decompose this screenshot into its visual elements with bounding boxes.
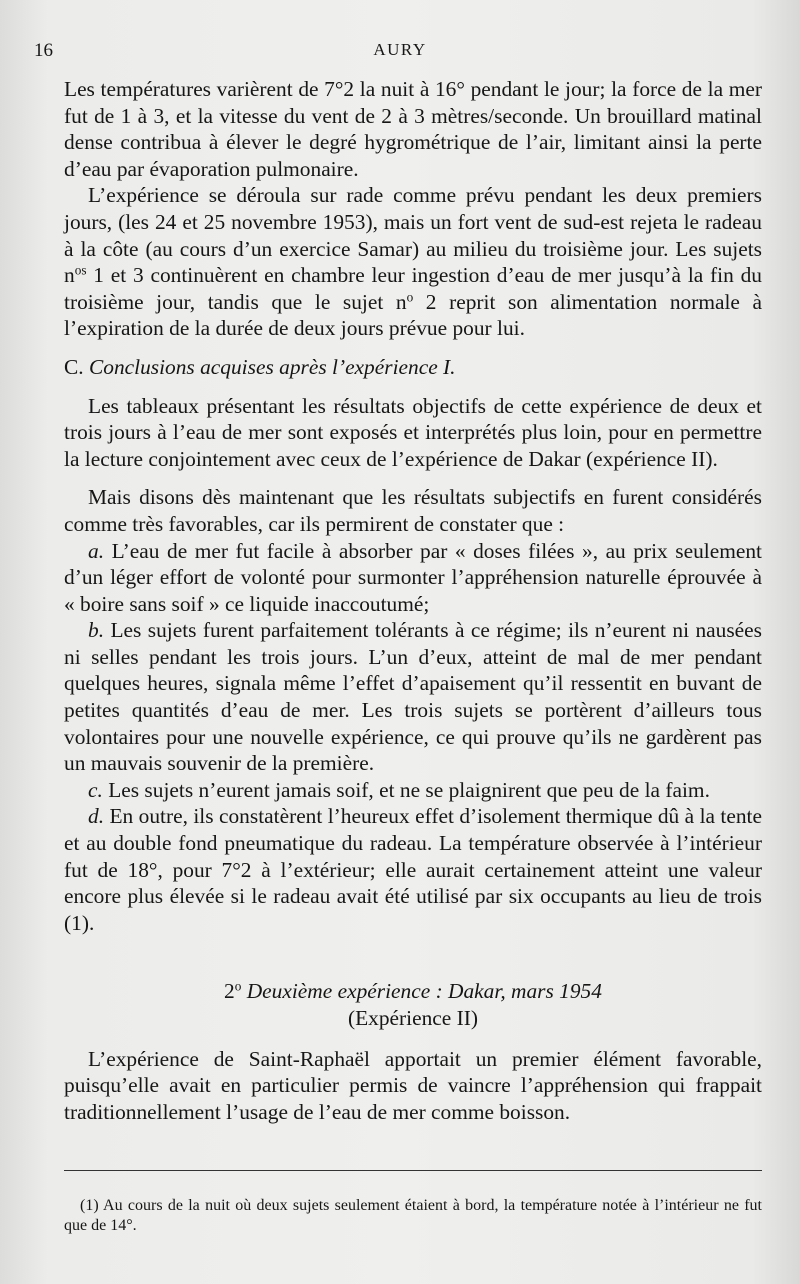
list-item-d (64, 803, 762, 936)
list-item-a (64, 538, 762, 618)
footnote-rule (64, 1170, 762, 1171)
section-2-title (64, 978, 762, 1005)
paragraph-experience-course (64, 182, 762, 342)
list-text: Les sujets furent parfaitement tolérants à ce régime; ils n’eurent ni nausées ni selles pendant les trois jours. L’un d’eux, atteint de mal de mer pendant quelques heures, signala même l’effet d’apaisement qu’il ressentit en buvant de petites quantités d’eau de mer. Les trois sujets se portèrent d’ailleurs tous volontaires pour une nouvelle expérience, ce qui prouve qu’ils ne gardèrent pas un mauvais souvenir de la première. (64, 618, 762, 776)
paragraph-tables: Les tableaux présentant les résultats objectifs de cette expérience de deux et trois jours à l’eau de mer sont exposés et interprétés plus loin, pour en permettre la lecture conjointement avec ceux de l’expérience de Dakar (expérience II). (64, 393, 762, 471)
superscript: os (74, 262, 87, 278)
section-number: 2 (224, 979, 235, 1004)
list-letter: b. (88, 618, 105, 643)
list-letter: d. (88, 804, 105, 829)
paragraph-text: L’expérience se déroula sur rade comme prévu pendant les deux premiers jours, (les 24 et 25 novembre 1953), mais un fort vent de sud-est rejeta le radeau à la côte (au cours d’un exercice Samar) au milieu du troisième jour. Les sujets n (64, 183, 762, 288)
running-title: AURY (373, 40, 427, 59)
superscript: o (406, 289, 414, 305)
page-number: 16 (34, 40, 53, 61)
paragraph-subjective-results: Mais disons dès maintenant que les résultats subjectifs en furent considérés comme très favorables, car ils permirent de constater que : (64, 485, 762, 536)
section-heading-c (64, 354, 762, 381)
list-item-b (64, 617, 762, 777)
list-letter: a. (88, 538, 105, 563)
list-text: En outre, ils constatèrent l’heureux effet d’isolement thermique dû à la tente et au double fond pneumatique du radeau. La température observée à l’intérieur fut de 18°, pour 7°2 à l’extérieur; elle aurait certainement atteint une valeur encore plus élevée si le radeau avait été utilisé par six occupants au lieu de trois (1). (64, 804, 762, 935)
paragraph-saint-raphael: L’expérience de Saint-Raphaël apportait un premier élément favorable, puisqu’elle avait en particulier permis de vaincre l’appréhension qui frappait traditionnellement l’usage de l’eau de mer comme boisson. (64, 1046, 762, 1124)
list-text: L’eau de mer fut facile à absorber par « doses filées », au prix seulement d’un léger effort de volonté pour surmonter l’appréhension naturelle éprouvée à « boire sans soif » ce liquide inaccoutumé; (64, 538, 762, 616)
list-letter: c. (88, 777, 103, 802)
paragraph-text: 2 reprit son alimentation normale à l’expiration de la durée de deux jours prévue pour lui. (64, 289, 762, 341)
list-item-c (64, 777, 762, 804)
section-2-title-text: Deuxième expérience : Dakar, mars 1954 (246, 979, 602, 1004)
list-text: Les sujets n’eurent jamais soif, et ne se plaignirent que peu de la faim. (108, 777, 710, 802)
superscript: o (234, 979, 242, 995)
section-title: Conclusions acquises après l’expérience I. (88, 354, 456, 379)
section-label: C. (64, 354, 84, 379)
footnote: (1) Au cours de la nuit où deux sujets seulement étaient à bord, la température notée à l’intérieur ne fut que de 14°. (64, 1197, 762, 1234)
section-2-subtitle: (Expérience II) (347, 1006, 479, 1030)
paragraph-text: 1 et 3 continuèrent en chambre leur ingestion d’eau de mer jusqu’à la fin du troisième jour, tandis que le sujet n (64, 263, 762, 314)
running-head (34, 40, 766, 68)
body-text (64, 76, 762, 1125)
paragraph-temperatures: Les températures varièrent de 7°2 la nuit à 16° pendant le jour; la force de la mer fut de 1 à 3, et la vitesse du vent de 2 à 3 mètres/seconde. Un brouillard matinal dense contribua à élever le degré hygrométrique de l’air, limitant ainsi la perte d’eau par évaporation pulmonaire. (64, 77, 762, 181)
